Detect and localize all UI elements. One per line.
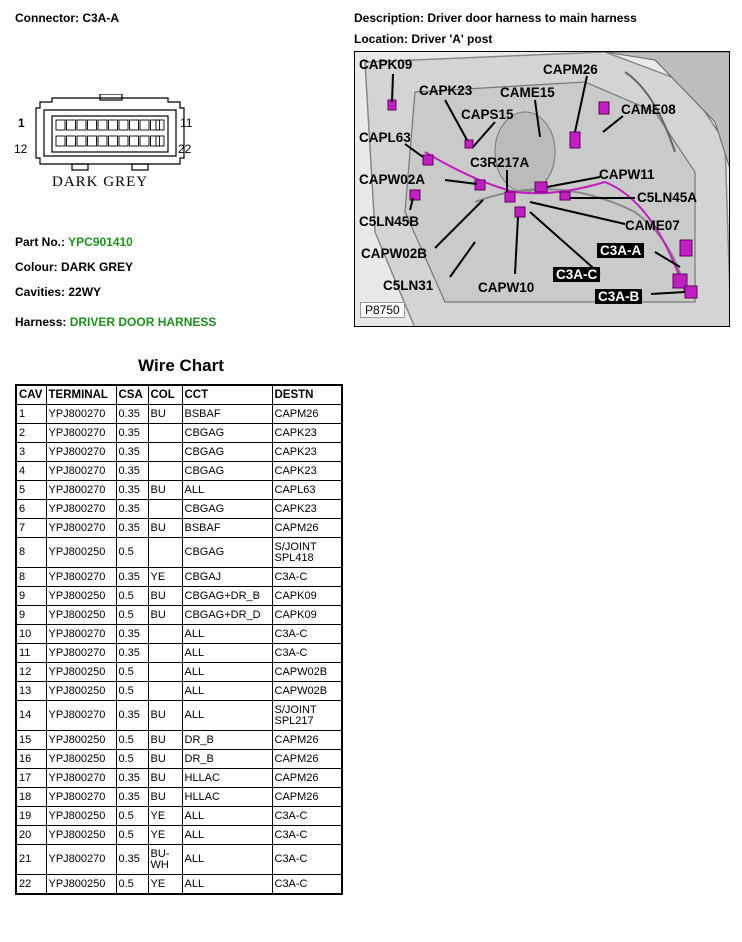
cell-destn: CAPW02B — [272, 663, 342, 682]
table-row — [16, 769, 342, 788]
cell-terminal: YPJ800270 — [46, 481, 116, 500]
callout-capm26: CAPM26 — [543, 62, 598, 77]
cell-cct: CBGAG — [182, 443, 272, 462]
connector-label: Connector: C3A-A — [15, 11, 119, 25]
cell-col: BU — [148, 731, 182, 750]
cell-destn: CAPL63 — [272, 481, 342, 500]
wire-chart-header-row — [16, 385, 342, 405]
colour-label: Colour: — [15, 260, 58, 274]
cell-destn: CAPM26 — [272, 405, 342, 424]
cell-col — [148, 538, 182, 568]
cell-terminal: YPJ800270 — [46, 405, 116, 424]
cell-cct: CBGAG+DR_B — [182, 587, 272, 606]
cell-destn: CAPM26 — [272, 519, 342, 538]
callout-capw02a: CAPW02A — [359, 172, 426, 187]
cell-cct: ALL — [182, 682, 272, 701]
cell-terminal: YPJ800270 — [46, 701, 116, 731]
cell-terminal: YPJ800270 — [46, 568, 116, 587]
harness-value[interactable]: DRIVER DOOR HARNESS — [69, 315, 217, 329]
cell-cav: 13 — [16, 682, 46, 701]
cell-destn: C3A-C — [272, 568, 342, 587]
cell-col: BU — [148, 405, 182, 424]
cell-cct: ALL — [182, 625, 272, 644]
cell-col — [148, 625, 182, 644]
cell-cct: DR_B — [182, 731, 272, 750]
callout-c3a-c: C3A-C — [553, 267, 600, 282]
cell-cav: 7 — [16, 519, 46, 538]
cell-csa: 0.35 — [116, 424, 148, 443]
table-row — [16, 443, 342, 462]
cell-cav: 1 — [16, 405, 46, 424]
cell-cct: CBGAJ — [182, 568, 272, 587]
cell-cct: ALL — [182, 663, 272, 682]
cell-cct: BSBAF — [182, 405, 272, 424]
cell-terminal: YPJ800250 — [46, 682, 116, 701]
cell-col: BU — [148, 606, 182, 625]
callout-c3a-b: C3A-B — [595, 289, 642, 304]
cell-csa: 0.35 — [116, 481, 148, 500]
cell-destn: C3A-C — [272, 875, 342, 895]
table-row — [16, 424, 342, 443]
cell-destn: C3A-C — [272, 807, 342, 826]
table-row — [16, 750, 342, 769]
cell-csa: 0.5 — [116, 826, 148, 845]
cell-cav: 17 — [16, 769, 46, 788]
cell-destn: S/JOINT SPL217 — [272, 701, 342, 731]
table-row — [16, 481, 342, 500]
col-header-cct: CCT — [182, 385, 272, 405]
table-row — [16, 807, 342, 826]
cell-destn: CAPK23 — [272, 443, 342, 462]
cell-cav: 4 — [16, 462, 46, 481]
wire-chart-title: Wire Chart — [138, 356, 224, 375]
cell-terminal: YPJ800270 — [46, 769, 116, 788]
callout-c5ln45b: C5LN45B — [359, 214, 420, 229]
cell-destn: CAPM26 — [272, 731, 342, 750]
cell-csa: 0.35 — [116, 519, 148, 538]
cell-terminal: YPJ800270 — [46, 644, 116, 663]
cell-col: BU-WH — [148, 845, 182, 875]
colour-value: DARK GREY — [61, 260, 134, 274]
cell-col: BU — [148, 788, 182, 807]
photo-reference: P8750 — [360, 302, 405, 318]
cell-terminal: YPJ800270 — [46, 519, 116, 538]
cell-destn: CAPM26 — [272, 750, 342, 769]
callout-capk09: CAPK09 — [359, 57, 413, 72]
callout-caps15: CAPS15 — [461, 107, 514, 122]
cell-csa: 0.35 — [116, 462, 148, 481]
col-header-destn: DESTN — [272, 385, 342, 405]
cell-col: BU — [148, 701, 182, 731]
callout-came07: CAME07 — [625, 218, 680, 233]
cell-csa: 0.5 — [116, 606, 148, 625]
cell-terminal: YPJ800270 — [46, 625, 116, 644]
cell-cct: ALL — [182, 807, 272, 826]
callout-capk23: CAPK23 — [419, 83, 473, 98]
table-row — [16, 701, 342, 731]
table-row — [16, 587, 342, 606]
table-row — [16, 519, 342, 538]
cell-csa: 0.35 — [116, 625, 148, 644]
wire-chart-body — [16, 405, 342, 895]
cell-cav: 2 — [16, 424, 46, 443]
cell-cct: HLLAC — [182, 769, 272, 788]
cell-cav: 8 — [16, 538, 46, 568]
cell-destn: C3A-C — [272, 845, 342, 875]
location-photo — [354, 51, 730, 327]
cell-cct: CBGAG — [182, 462, 272, 481]
cell-col: BU — [148, 587, 182, 606]
cell-col — [148, 500, 182, 519]
callout-c3r217a: C3R217A — [470, 155, 530, 170]
cell-terminal: YPJ800250 — [46, 606, 116, 625]
col-header-terminal: TERMINAL — [46, 385, 116, 405]
cell-cav: 18 — [16, 788, 46, 807]
cell-csa: 0.35 — [116, 405, 148, 424]
callout-came15: CAME15 — [500, 85, 555, 100]
harness-row — [15, 315, 216, 329]
cavities-row — [15, 285, 101, 299]
cell-terminal: YPJ800250 — [46, 731, 116, 750]
cell-destn: CAPW02B — [272, 682, 342, 701]
cell-terminal: YPJ800250 — [46, 826, 116, 845]
cell-cav: 12 — [16, 663, 46, 682]
cavities-label: Cavities: — [15, 285, 66, 299]
description-label: Description: Driver door harness to main harness — [354, 11, 637, 25]
cell-csa: 0.5 — [116, 538, 148, 568]
cell-terminal: YPJ800250 — [46, 750, 116, 769]
connector-face-diagram — [12, 94, 212, 194]
pin-22-label: 22 — [178, 142, 192, 156]
cell-cav: 9 — [16, 606, 46, 625]
cell-destn: C3A-C — [272, 625, 342, 644]
cell-terminal: YPJ800250 — [46, 538, 116, 568]
cell-cav: 9 — [16, 587, 46, 606]
cell-col: YE — [148, 807, 182, 826]
cell-destn: C3A-C — [272, 644, 342, 663]
callout-capl63: CAPL63 — [359, 130, 411, 145]
cell-cav: 22 — [16, 875, 46, 895]
cell-terminal: YPJ800270 — [46, 500, 116, 519]
table-row — [16, 875, 342, 895]
cell-col — [148, 682, 182, 701]
table-row — [16, 462, 342, 481]
cell-terminal: YPJ800270 — [46, 462, 116, 481]
callout-c3a-a: C3A-A — [597, 243, 644, 258]
cell-csa: 0.35 — [116, 644, 148, 663]
cell-cav: 20 — [16, 826, 46, 845]
cell-col: YE — [148, 875, 182, 895]
cell-destn: CAPM26 — [272, 788, 342, 807]
wire-chart-table — [15, 384, 343, 895]
cell-cct: CBGAG — [182, 500, 272, 519]
cell-csa: 0.35 — [116, 845, 148, 875]
cell-terminal: YPJ800250 — [46, 663, 116, 682]
cell-col — [148, 644, 182, 663]
callout-capw11: CAPW11 — [599, 167, 655, 182]
cell-csa: 0.5 — [116, 663, 148, 682]
table-row — [16, 405, 342, 424]
cell-cct: CBGAG — [182, 538, 272, 568]
cell-col: BU — [148, 750, 182, 769]
table-row — [16, 663, 342, 682]
table-row — [16, 826, 342, 845]
cell-csa: 0.5 — [116, 682, 148, 701]
cell-destn: C3A-C — [272, 826, 342, 845]
table-row — [16, 568, 342, 587]
cell-terminal: YPJ800250 — [46, 875, 116, 895]
cell-csa: 0.35 — [116, 701, 148, 731]
cell-col: YE — [148, 568, 182, 587]
cell-cct: ALL — [182, 826, 272, 845]
table-row — [16, 731, 342, 750]
cell-cav: 14 — [16, 701, 46, 731]
callout-capw02b: CAPW02B — [361, 246, 428, 261]
cell-terminal: YPJ800250 — [46, 587, 116, 606]
cell-csa: 0.5 — [116, 587, 148, 606]
cell-cct: ALL — [182, 875, 272, 895]
cell-col: BU — [148, 769, 182, 788]
cell-terminal: YPJ800250 — [46, 807, 116, 826]
cell-csa: 0.35 — [116, 788, 148, 807]
cell-col — [148, 424, 182, 443]
cell-col: BU — [148, 481, 182, 500]
table-row — [16, 538, 342, 568]
cell-destn: CAPK23 — [272, 424, 342, 443]
pin-11-label: 11 — [180, 116, 193, 130]
cell-cav: 6 — [16, 500, 46, 519]
colour-row — [15, 260, 133, 274]
cell-destn: CAPK09 — [272, 606, 342, 625]
cell-csa: 0.5 — [116, 750, 148, 769]
cell-destn: CAPK09 — [272, 587, 342, 606]
table-row — [16, 845, 342, 875]
cell-cct: CBGAG — [182, 424, 272, 443]
cell-csa: 0.35 — [116, 769, 148, 788]
part-no-value[interactable]: YPC901410 — [68, 235, 133, 249]
cell-cct: ALL — [182, 644, 272, 663]
cell-cav: 5 — [16, 481, 46, 500]
part-no-row — [15, 235, 133, 249]
cell-cav: 8 — [16, 568, 46, 587]
cell-csa: 0.5 — [116, 731, 148, 750]
connector-colour-caption: DARK GREY — [52, 174, 149, 190]
cell-cav: 21 — [16, 845, 46, 875]
cell-terminal: YPJ800270 — [46, 424, 116, 443]
harness-label: Harness: — [15, 315, 67, 329]
callout-capw10: CAPW10 — [478, 280, 535, 295]
col-header-csa: CSA — [116, 385, 148, 405]
cell-col: YE — [148, 826, 182, 845]
cell-cct: DR_B — [182, 750, 272, 769]
cell-csa: 0.35 — [116, 443, 148, 462]
cell-cav: 10 — [16, 625, 46, 644]
cell-cav: 15 — [16, 731, 46, 750]
cell-cct: ALL — [182, 845, 272, 875]
cell-cct: ALL — [182, 701, 272, 731]
cell-col: BU — [148, 519, 182, 538]
cell-cav: 16 — [16, 750, 46, 769]
cell-cct: BSBAF — [182, 519, 272, 538]
callout-c5ln31: C5LN31 — [383, 278, 434, 293]
col-header-cav: CAV — [16, 385, 46, 405]
cell-cav: 11 — [16, 644, 46, 663]
cell-terminal: YPJ800270 — [46, 788, 116, 807]
table-row — [16, 682, 342, 701]
part-no-label: Part No.: — [15, 235, 66, 249]
cell-csa: 0.5 — [116, 875, 148, 895]
cell-csa: 0.5 — [116, 807, 148, 826]
cell-cct: CBGAG+DR_D — [182, 606, 272, 625]
cell-terminal: YPJ800270 — [46, 443, 116, 462]
cell-cct: HLLAC — [182, 788, 272, 807]
cavities-value: 22WY — [68, 285, 102, 299]
pin-1-label: 1 — [18, 116, 25, 130]
cell-destn: CAPK23 — [272, 500, 342, 519]
cell-col — [148, 462, 182, 481]
col-header-col: COL — [148, 385, 182, 405]
table-row — [16, 788, 342, 807]
cell-cav: 19 — [16, 807, 46, 826]
table-row — [16, 644, 342, 663]
cell-csa: 0.35 — [116, 568, 148, 587]
location-label: Location: Driver 'A' post — [354, 32, 493, 46]
pin-12-label: 12 — [14, 142, 28, 156]
table-row — [16, 500, 342, 519]
table-row — [16, 606, 342, 625]
callout-came08: CAME08 — [621, 102, 676, 117]
cell-destn: S/JOINT SPL418 — [272, 538, 342, 568]
cell-cav: 3 — [16, 443, 46, 462]
cell-terminal: YPJ800270 — [46, 845, 116, 875]
cell-destn: CAPM26 — [272, 769, 342, 788]
cell-cct: ALL — [182, 481, 272, 500]
cell-col — [148, 663, 182, 682]
cell-destn: CAPK23 — [272, 462, 342, 481]
cell-csa: 0.35 — [116, 500, 148, 519]
cell-col — [148, 443, 182, 462]
callout-c5ln45a: C5LN45A — [637, 190, 698, 205]
table-row — [16, 625, 342, 644]
